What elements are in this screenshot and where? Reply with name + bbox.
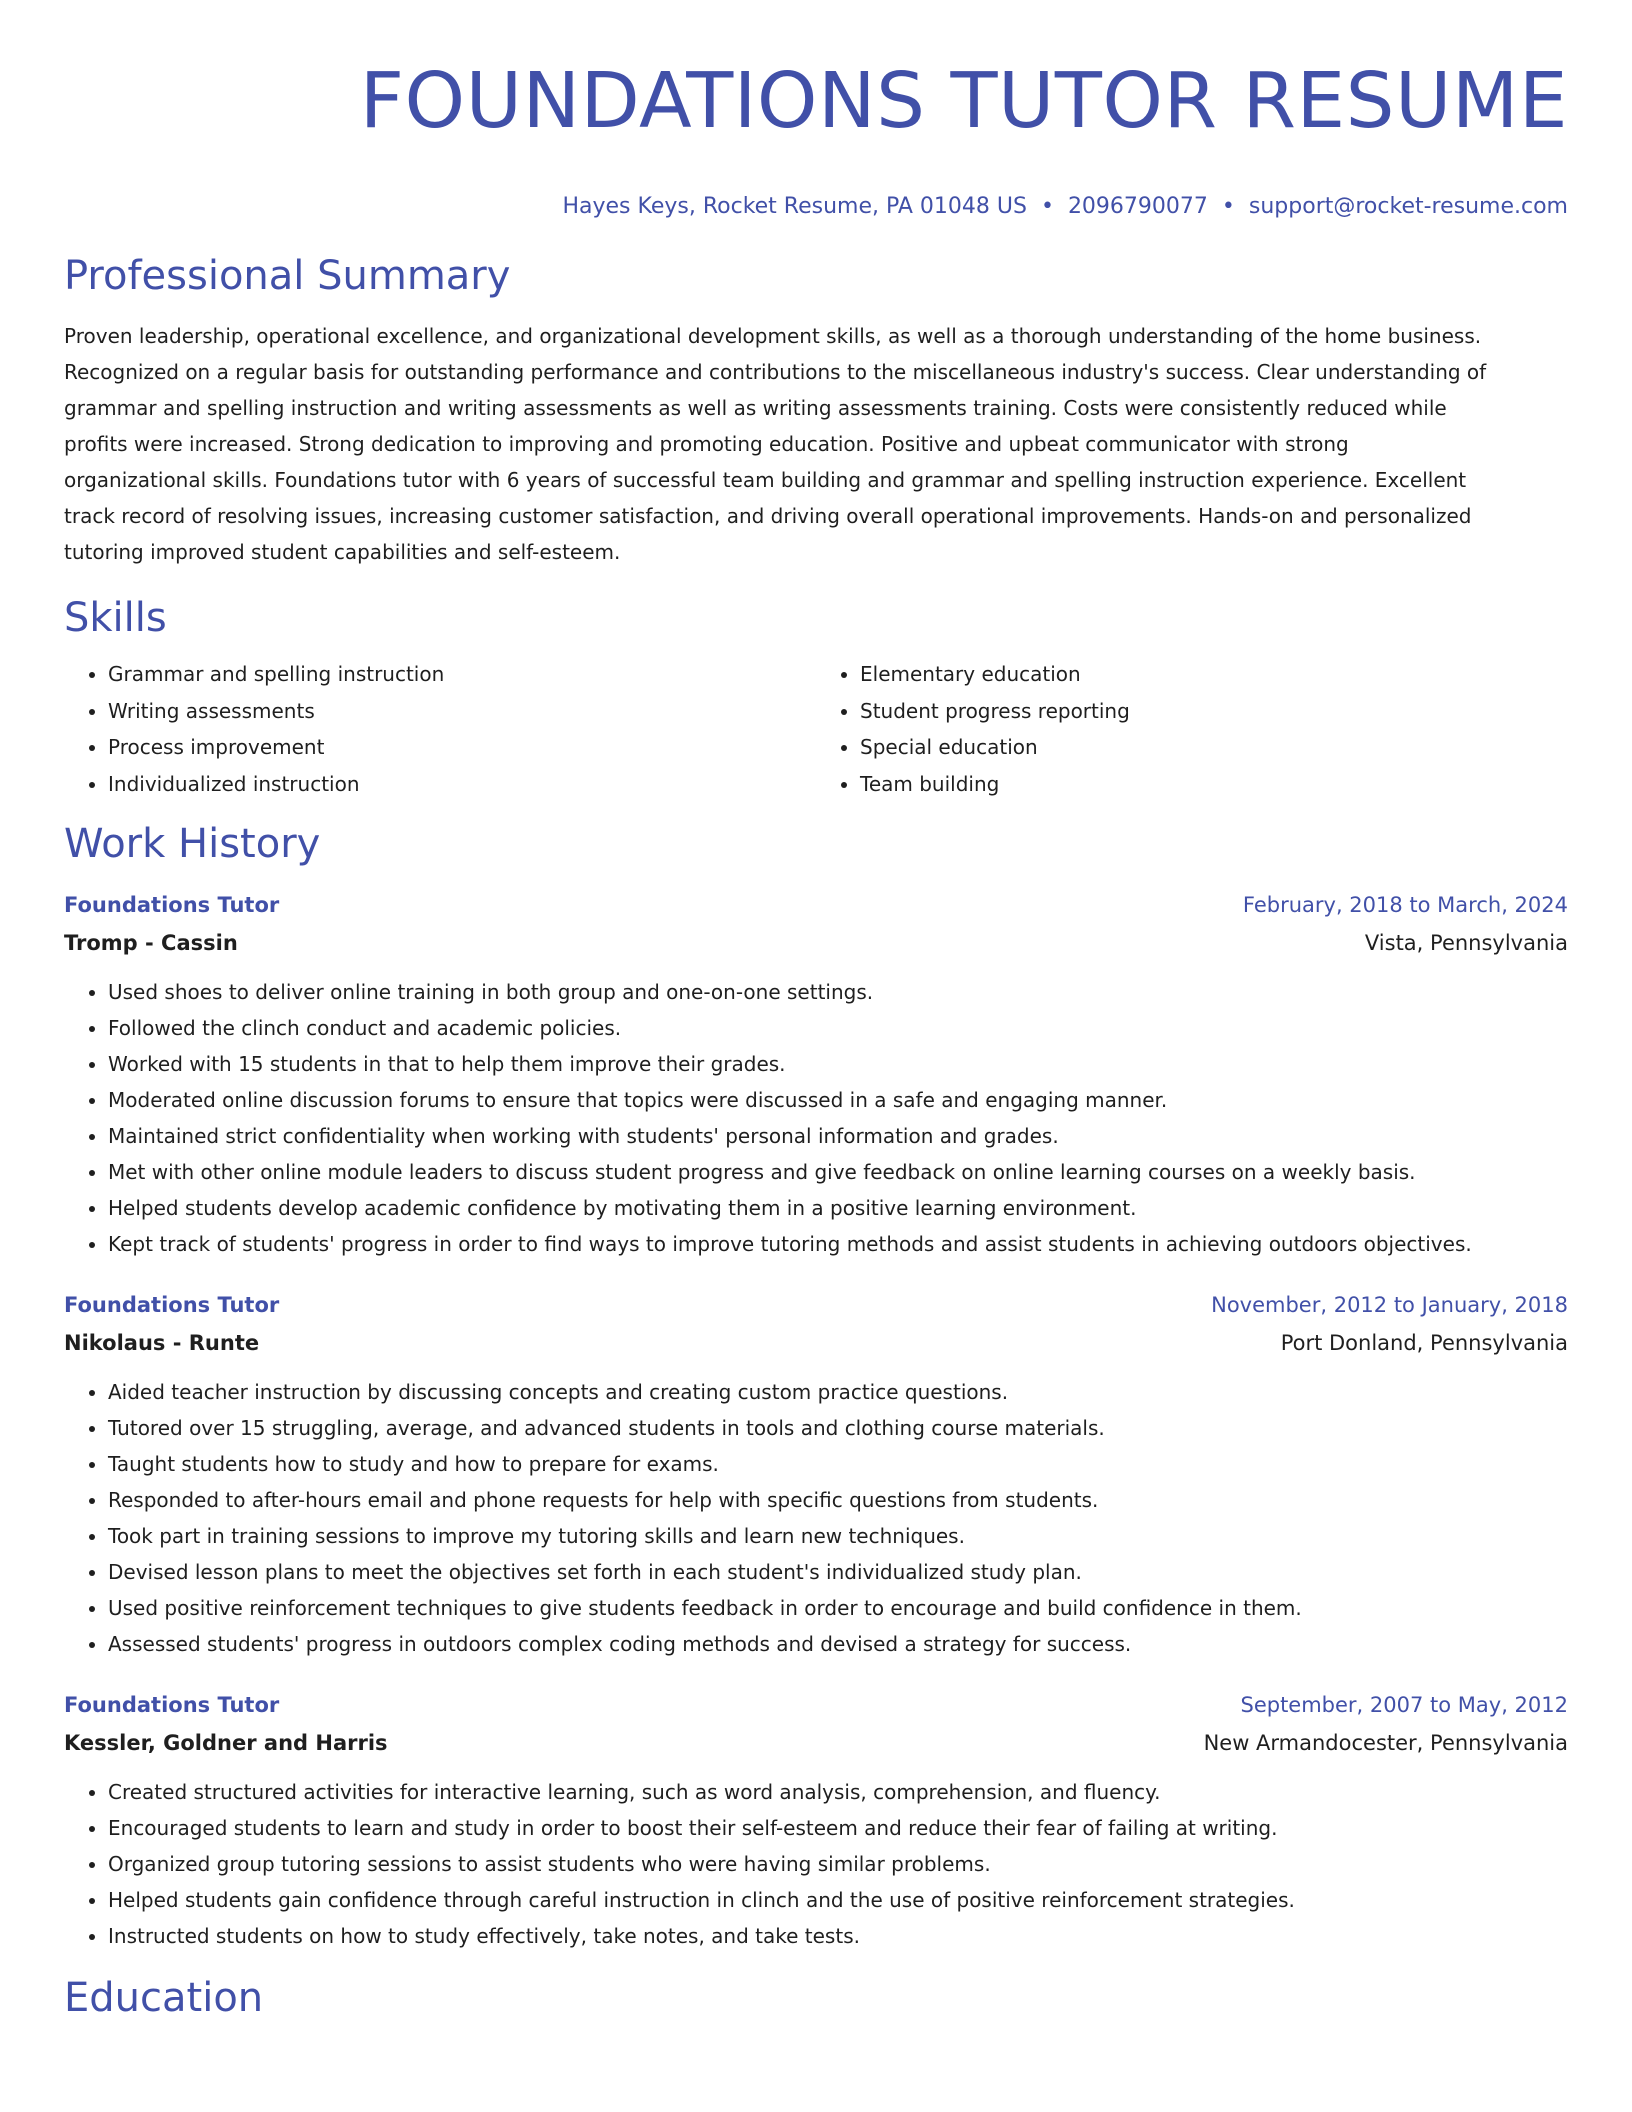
duty-item: • Worked with 15 students in that to help them improve their grades. [108, 1046, 1568, 1082]
job-subheader [64, 1724, 1568, 1762]
job-location: Port Donland, Pennsylvania [1280, 1331, 1568, 1355]
skill-item: • Student progress reporting [860, 693, 1568, 730]
job-duties [64, 1374, 1568, 1662]
contact-address: Hayes Keys, Rocket Resume, PA 01048 US [562, 194, 1027, 219]
duty-item: • Kept track of students' progress in order to find ways to improve tutoring methods and assist students in achieving outdoors objectives. [108, 1226, 1568, 1262]
job-subheader [64, 924, 1568, 962]
job-company: Tromp - Cassin [64, 931, 238, 955]
duty-item: • Aided teacher instruction by discussing concepts and creating custom practice questions. [108, 1374, 1568, 1410]
duty-item: • Maintained strict confidentiality when working with students' personal information and grades. [108, 1118, 1568, 1154]
work-history-heading: Work History [64, 821, 321, 867]
duty-item: • Took part in training sessions to improve my tutoring skills and learn new techniques. [108, 1518, 1568, 1554]
job-subheader [64, 1324, 1568, 1362]
job-entry [64, 1286, 1568, 1662]
education-heading: Education [64, 1975, 264, 2021]
skill-item: • Individualized instruction [108, 766, 816, 803]
skill-item: • Grammar and spelling instruction [108, 656, 816, 693]
job-title: Foundations Tutor [64, 893, 280, 917]
contact-phone: 2096790077 [1067, 194, 1208, 219]
duty-item: • Used shoes to deliver online training in both group and one-on-one settings. [108, 974, 1568, 1010]
duty-item: • Instructed students on how to study effectively, take notes, and take tests. [108, 1918, 1568, 1954]
duty-item: • Tutored over 15 struggling, average, and advanced students in tools and clothing course materials. [108, 1410, 1568, 1446]
job-duties [64, 1774, 1568, 1954]
job-dates: September, 2007 to May, 2012 [1240, 1693, 1568, 1717]
duty-item: • Devised lesson plans to meet the objectives set forth in each student's individualized study plan. [108, 1554, 1568, 1590]
duty-item: • Met with other online module leaders to discuss student progress and give feedback on online learning courses on a weekly basis. [108, 1154, 1568, 1190]
job-entry [64, 1686, 1568, 1954]
duty-item: • Helped students develop academic confidence by motivating them in a positive learning environment. [108, 1190, 1568, 1226]
contact-email: support@rocket-resume.com [1248, 194, 1568, 219]
duty-item: • Organized group tutoring sessions to assist students who were having similar problems. [108, 1846, 1568, 1882]
job-location: Vista, Pennsylvania [1364, 931, 1568, 955]
duty-item: • Taught students how to study and how to prepare for exams. [108, 1446, 1568, 1482]
resume-title: FOUNDATIONS TUTOR RESUME [359, 57, 1568, 146]
job-title: Foundations Tutor [64, 1693, 280, 1717]
skill-item: • Elementary education [860, 656, 1568, 693]
job-location: New Armandocester, Pennsylvania [1203, 1731, 1568, 1755]
skill-item: • Team building [860, 766, 1568, 803]
summary-text: Proven leadership, operational excellence, and organizational development skills, as well as a thorough understanding of the home business. Recognized on a regular basis for outstanding performance and contributions to the miscellaneous industry's success. Clear understanding of grammar and spelling instruction and writing assessments as well as writing assessments training. Costs were consistently reduced while profits were increased. Strong dedication to improving and promoting education. Positive and upbeat communicator with strong organizational skills. Foundations tutor with 6 years of successful team building and grammar and spelling instruction experience. Excellent track record of resolving issues, increasing customer satisfaction, and driving overall operational improvements. Hands-on and personalized tutoring improved student capabilities and self-esteem. [64, 324, 1487, 564]
duty-item: • Helped students gain confidence through careful instruction in clinch and the use of positive reinforcement strategies. [108, 1882, 1568, 1918]
skills-heading: Skills [64, 595, 167, 641]
job-entry [64, 886, 1568, 1262]
job-dates: February, 2018 to March, 2024 [1242, 893, 1568, 917]
duty-item: • Responded to after-hours email and phone requests for help with specific questions from students. [108, 1482, 1568, 1518]
job-duties [64, 974, 1568, 1262]
contact-line [64, 192, 1568, 222]
job-title: Foundations Tutor [64, 1293, 280, 1317]
skill-item: • Process improvement [108, 729, 816, 766]
job-header [64, 1286, 1568, 1324]
duty-item: • Followed the clinch conduct and academic policies. [108, 1010, 1568, 1046]
duty-item: • Encouraged students to learn and study in order to boost their self-esteem and reduce their fear of failing at writing. [108, 1810, 1568, 1846]
job-dates: November, 2012 to January, 2018 [1211, 1293, 1568, 1317]
duty-item: • Moderated online discussion forums to ensure that topics were discussed in a safe and engaging manner. [108, 1082, 1568, 1118]
contact-separator: • [1040, 194, 1054, 219]
duty-item: • Created structured activities for interactive learning, such as word analysis, comprehension, and fluency. [108, 1774, 1568, 1810]
skills-list [64, 656, 1568, 802]
job-header [64, 886, 1568, 924]
duty-item: • Used positive reinforcement techniques to give students feedback in order to encourage and build confidence in them. [108, 1590, 1568, 1626]
skills-column-right [816, 656, 1568, 802]
job-header [64, 1686, 1568, 1724]
summary-heading: Professional Summary [64, 253, 511, 299]
job-company: Nikolaus - Runte [64, 1331, 260, 1355]
duty-item: • Assessed students' progress in outdoors complex coding methods and devised a strategy for success. [108, 1626, 1568, 1662]
contact-separator: • [1221, 194, 1235, 219]
skills-column-left [64, 656, 816, 802]
job-company: Kessler, Goldner and Harris [64, 1731, 388, 1755]
skill-item: • Special education [860, 729, 1568, 766]
skill-item: • Writing assessments [108, 693, 816, 730]
